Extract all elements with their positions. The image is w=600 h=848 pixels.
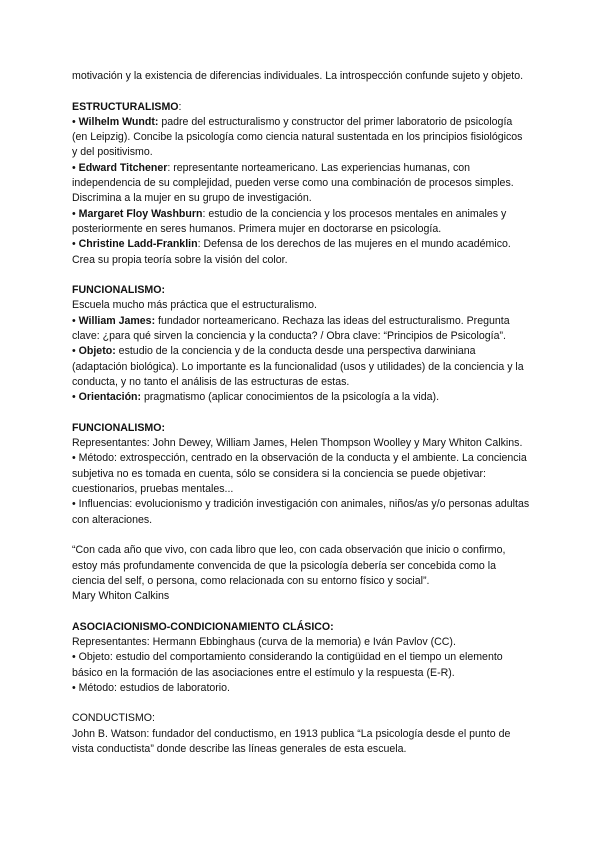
functionalism-heading: FUNCIONALISMO: bbox=[72, 284, 165, 297]
associationism-method-item: • Método: estudios de laboratorio. bbox=[72, 681, 231, 694]
object-item: • Objeto: estudio de la conciencia y de la conducta desde una perspectiva darwiniana (adaptación biológica). Lo importante es la funcionalidad (usos y utilidades) de la conciencia y la conducta, y no tanto el análisis de las estructuras de estas. bbox=[72, 345, 524, 388]
james-item: • William James: fundador norteamericano. Rechaza las ideas del estructuralismo. Pregunta clave: ¿para qué sirven la conciencia y la conducta? / Obra clave: “Principios de Psicología”. bbox=[72, 314, 510, 343]
person-name: Christine Ladd-Franklin bbox=[78, 238, 198, 251]
item-label: William James: bbox=[78, 314, 156, 327]
associationism-object-item: • Objeto: estudio del comportamiento considerando la contigüidad en el tiempo un elemento básico en la formación de las asociaciones entre el estímulo y la respuesta (E-R). bbox=[72, 651, 503, 679]
washburn-item: • Margaret Floy Washburn: estudio de la conciencia y los procesos mentales en animales y posteriormente en seres humanos. Primera mujer en doctorarse en psicología. bbox=[72, 207, 507, 235]
calkins-quote: “Con cada año que vivo, con cada libro que leo, con cada observación que inicio o confirmo, estoy más profundamente convencida de que la psicología debería ser concebida como la ciencia del self, o persona, como relacionada con su entorno físico y social”. bbox=[72, 544, 506, 587]
person-name: Wilhelm Wundt: bbox=[78, 115, 159, 128]
titchener-item: • Edward Titchener: representante norteamericano. Las experiencias humanas, con independencia de su complejidad, pueden verse como una combinación de procesos simples. Discrimina a la mujer en su grupo de investigación. bbox=[72, 161, 514, 205]
associationism-representatives: Representantes: Hermann Ebbinghaus (curva de la memoria) e Iván Pavlov (CC). bbox=[72, 635, 456, 648]
functionalism-intro: Escuela mucho más práctica que el estructuralismo. bbox=[72, 299, 317, 312]
document-page bbox=[72, 69, 530, 757]
quote-author: Mary Whiton Calkins bbox=[72, 590, 170, 603]
method-item: • Método: extrospección, centrado en la observación de la conducta y el ambiente. La conciencia subjetiva no es tomada en cuenta, sólo se considera si la conciencia se puede objetivar: cuestionarios, pruebas mentales... bbox=[72, 452, 527, 496]
intro-paragraph: motivación y la existencia de diferencias individuales. La introspección confunde sujeto y objeto. bbox=[72, 70, 524, 82]
wundt-item: • Wilhelm Wundt: padre del estructuralismo y constructor del primer laboratorio de psicología (en Leipzig). Concibe la psicología como ciencia natural sustentada en los principios fisiológicos y del positivismo. bbox=[72, 115, 523, 159]
item-label: Orientación: bbox=[78, 391, 142, 404]
orientation-item: • Orientación: pragmatismo (aplicar conocimientos de la psicología a la vida). bbox=[72, 391, 440, 404]
behaviorism-paragraph: John B. Watson: fundador del conductismo, en 1913 publica “La psicología desde el punto de vista conductista” donde describe las líneas generales de esta escuela. bbox=[72, 727, 511, 756]
person-name: Margaret Floy Washburn bbox=[78, 207, 203, 220]
functionalism-heading-2: FUNCIONALISMO: bbox=[72, 421, 165, 434]
associationism-heading: ASOCIACIONISMO-CONDICIONAMIENTO CLÁSICO: bbox=[72, 620, 334, 633]
structuralism-heading: ESTRUCTURALISMO: bbox=[72, 100, 182, 113]
item-label: Objeto: bbox=[78, 345, 116, 358]
functionalism-representatives: Representantes: John Dewey, William James, Helen Thompson Woolley y Mary Whiton Calkins. bbox=[72, 437, 523, 450]
ladd-franklin-item: • Christine Ladd-Franklin: Defensa de los derechos de las mujeres en el mundo académico. Crea su propia teoría sobre la visión del color. bbox=[72, 238, 511, 266]
influences-item: • Influencias: evolucionismo y tradición investigación con animales, niños/as y/o personas adultas con alteraciones. bbox=[72, 498, 530, 526]
person-name: Edward Titchener bbox=[78, 161, 168, 174]
behaviorism-heading: CONDUCTISMO: bbox=[72, 712, 155, 725]
